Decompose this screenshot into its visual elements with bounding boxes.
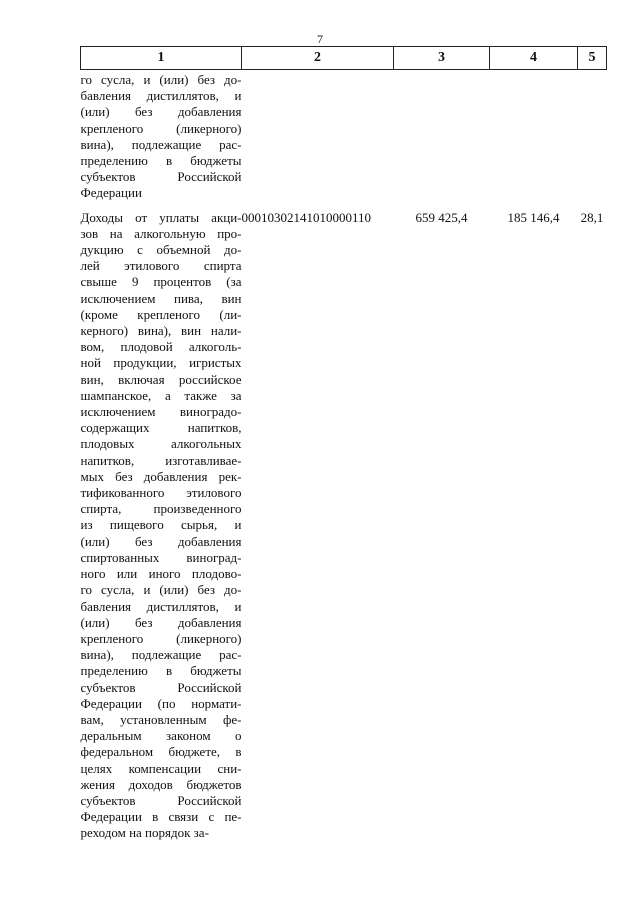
description-line: (или) без добавления <box>80 533 242 549</box>
description-line: субъектов Российской <box>80 169 242 185</box>
description-line: реходом на порядок за- <box>80 825 209 841</box>
description-line: субъектов Российской <box>80 679 242 695</box>
description-line: исключением виноградо- <box>80 404 242 420</box>
description-line: (или) без добавления <box>80 614 242 630</box>
column-header-2: 2 <box>242 47 394 70</box>
column-header-3: 3 <box>394 47 490 70</box>
table-row <box>81 70 607 202</box>
description-line: вом, плодовой алкоголь- <box>80 339 242 355</box>
table-header-row <box>81 47 607 70</box>
description-line: Федерации (по нормати- <box>80 695 242 711</box>
row-value-4 <box>490 70 578 202</box>
row-code: 00010302141010000110 <box>241 209 372 225</box>
description-line: пределению в бюджеты <box>80 153 242 169</box>
description-line: вам, установленным фе- <box>80 711 242 727</box>
row-description <box>81 202 242 842</box>
row-value-5: 28,1 <box>580 209 604 225</box>
budget-table <box>80 46 607 842</box>
page-number: 7 <box>317 32 323 46</box>
description-line: вина), подлежащие рас- <box>80 136 242 152</box>
description-line: исключением пива, вин <box>80 290 242 306</box>
description-line: жения доходов бюджетов <box>80 776 242 792</box>
description-line: крепленого (ликерного) <box>80 630 242 646</box>
description-line: ного или иного плодово- <box>80 566 242 582</box>
description-line: (или) без добавления <box>80 104 242 120</box>
description-line: вина), подлежащие рас- <box>80 647 242 663</box>
description-line: ной продукции, игристых <box>80 355 242 371</box>
description-line: деральным законом о <box>80 728 242 744</box>
description-line: Федерации <box>80 185 142 201</box>
description-line: содержащих напитков, <box>80 420 242 436</box>
table-row <box>81 202 607 842</box>
description-line: (кроме крепленого (ли- <box>80 306 242 322</box>
description-line: тификованного этилового <box>80 485 242 501</box>
description-line: спирта, произведенного <box>80 501 242 517</box>
row-value-3 <box>394 70 490 202</box>
column-header-5: 5 <box>578 47 607 70</box>
row-value-3: 659 425,4 <box>415 209 468 225</box>
description-line: из пищевого сырья, и <box>80 517 242 533</box>
description-line: го сусла, и (или) без до- <box>80 582 242 598</box>
description-line: Доходы от уплаты акци- <box>80 209 242 225</box>
description-line: целях компенсации сни- <box>80 760 242 776</box>
description-line: вин, включая российское <box>80 371 242 387</box>
description-line: мых без добавления рек- <box>80 468 242 484</box>
row-code <box>242 70 394 202</box>
description-line: лей этилового спирта <box>80 258 242 274</box>
column-header-1: 1 <box>81 47 242 70</box>
column-header-4: 4 <box>490 47 578 70</box>
description-line: крепленого (ликерного) <box>80 120 242 136</box>
description-line: федеральном бюджете, в <box>80 744 242 760</box>
row-value-5 <box>578 70 607 202</box>
description-line: спиртованных виноград- <box>80 549 242 565</box>
row-value-4: 185 146,4 <box>507 209 560 225</box>
description-line: Федерации в связи с пе- <box>80 809 242 825</box>
description-line: свыше 9 процентов (за <box>80 274 242 290</box>
description-line: керного) вина), вин нали- <box>80 323 242 339</box>
description-line: зов на алкогольную про- <box>80 225 242 241</box>
description-line: бавления дистиллятов, и <box>80 598 242 614</box>
description-line: напитков, изготавливае- <box>80 452 242 468</box>
description-line: дукцию с объемной до- <box>80 242 242 258</box>
row-description <box>81 70 242 202</box>
description-line: плодовых алкогольных <box>80 436 242 452</box>
description-line: шампанское, а также за <box>80 387 242 403</box>
description-line: бавления дистиллятов, и <box>80 88 242 104</box>
description-line: го сусла, и (или) без до- <box>80 72 242 87</box>
description-line: субъектов Российской <box>80 792 242 808</box>
description-line: пределению в бюджеты <box>80 663 242 679</box>
